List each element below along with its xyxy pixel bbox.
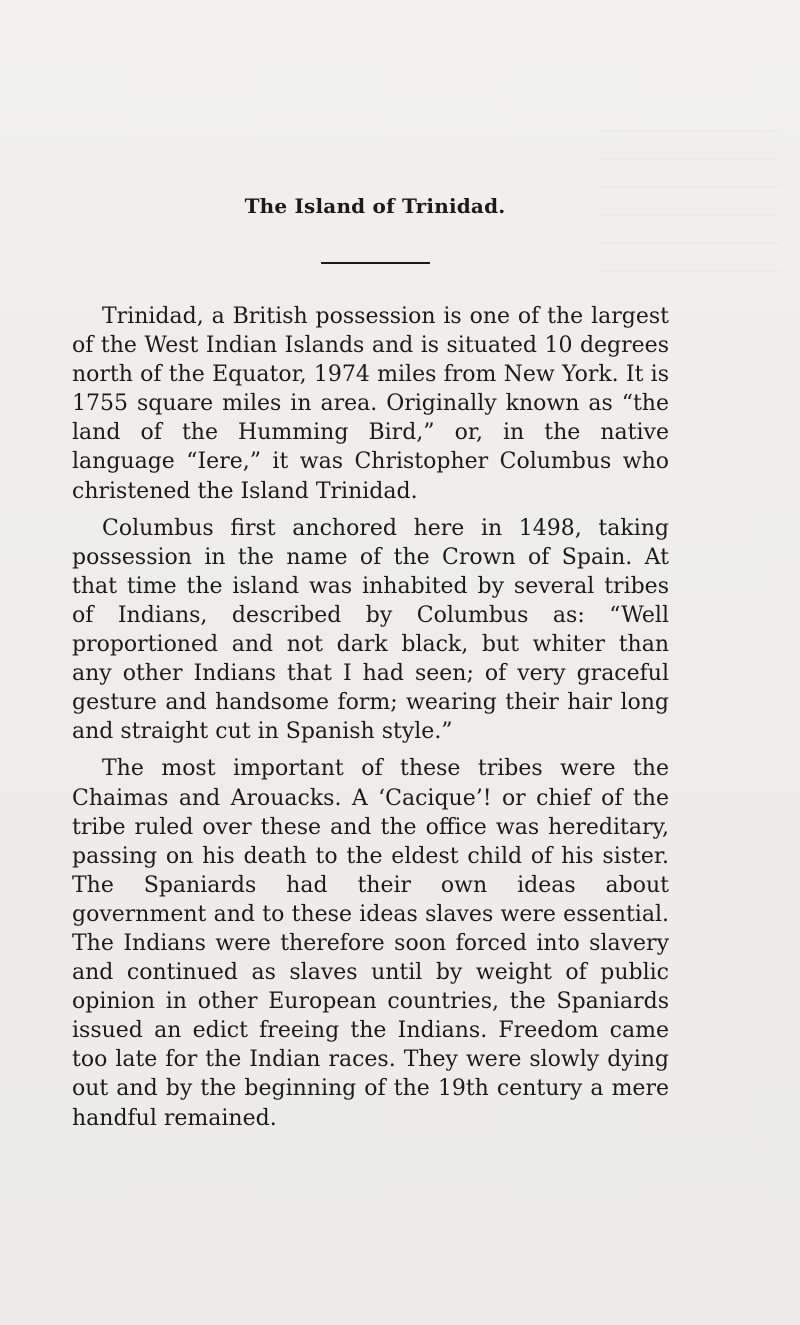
paragraph-columbus: Columbus first anchored here in 1498, taking possession in the name of the Crown of Spain. At that time the island was inhabited by several tribes of Indians, described by Columbus as: “Well proportioned and not dark black, but whiter than any other Indians that I had seen; of very graceful gesture and handsome form; wearing their hair long and straight cut in Spanish style.”	[72, 515, 669, 745]
title-divider	[321, 262, 430, 264]
paragraph-tribes: The most important of these tribes were the Chaimas and Arouacks. A ‘Cacique’! or chief of the tribe ruled over these and the office was hereditary, passing on his death to the eldest child of his sister. The Spaniards had their own ideas about government and to these ideas slaves were essential. The Indians were therefore soon forced into slavery and continued as slaves until by weight of public opinion in other European countries, the Spaniards issued an edict freeing the Indians. Freedom came too late for the Indian races. They were slowly dying out and by the beginning of the 19th century a mere handful remained.	[72, 756, 669, 1131]
body-text	[72, 302, 669, 1133]
paragraph-intro: Trinidad, a British possession is one of the largest of the West Indian Islands and is situated 10 degrees north of the Equator, 1974 miles from New York. It is 1755 square miles in area. Originally known as “the land of the Humming Bird,” or, in the native language “Iere,” it was Christopher Columbus who christened the Island Trinidad.	[72, 304, 669, 504]
page-title: The Island of Trinidad.	[244, 194, 506, 218]
